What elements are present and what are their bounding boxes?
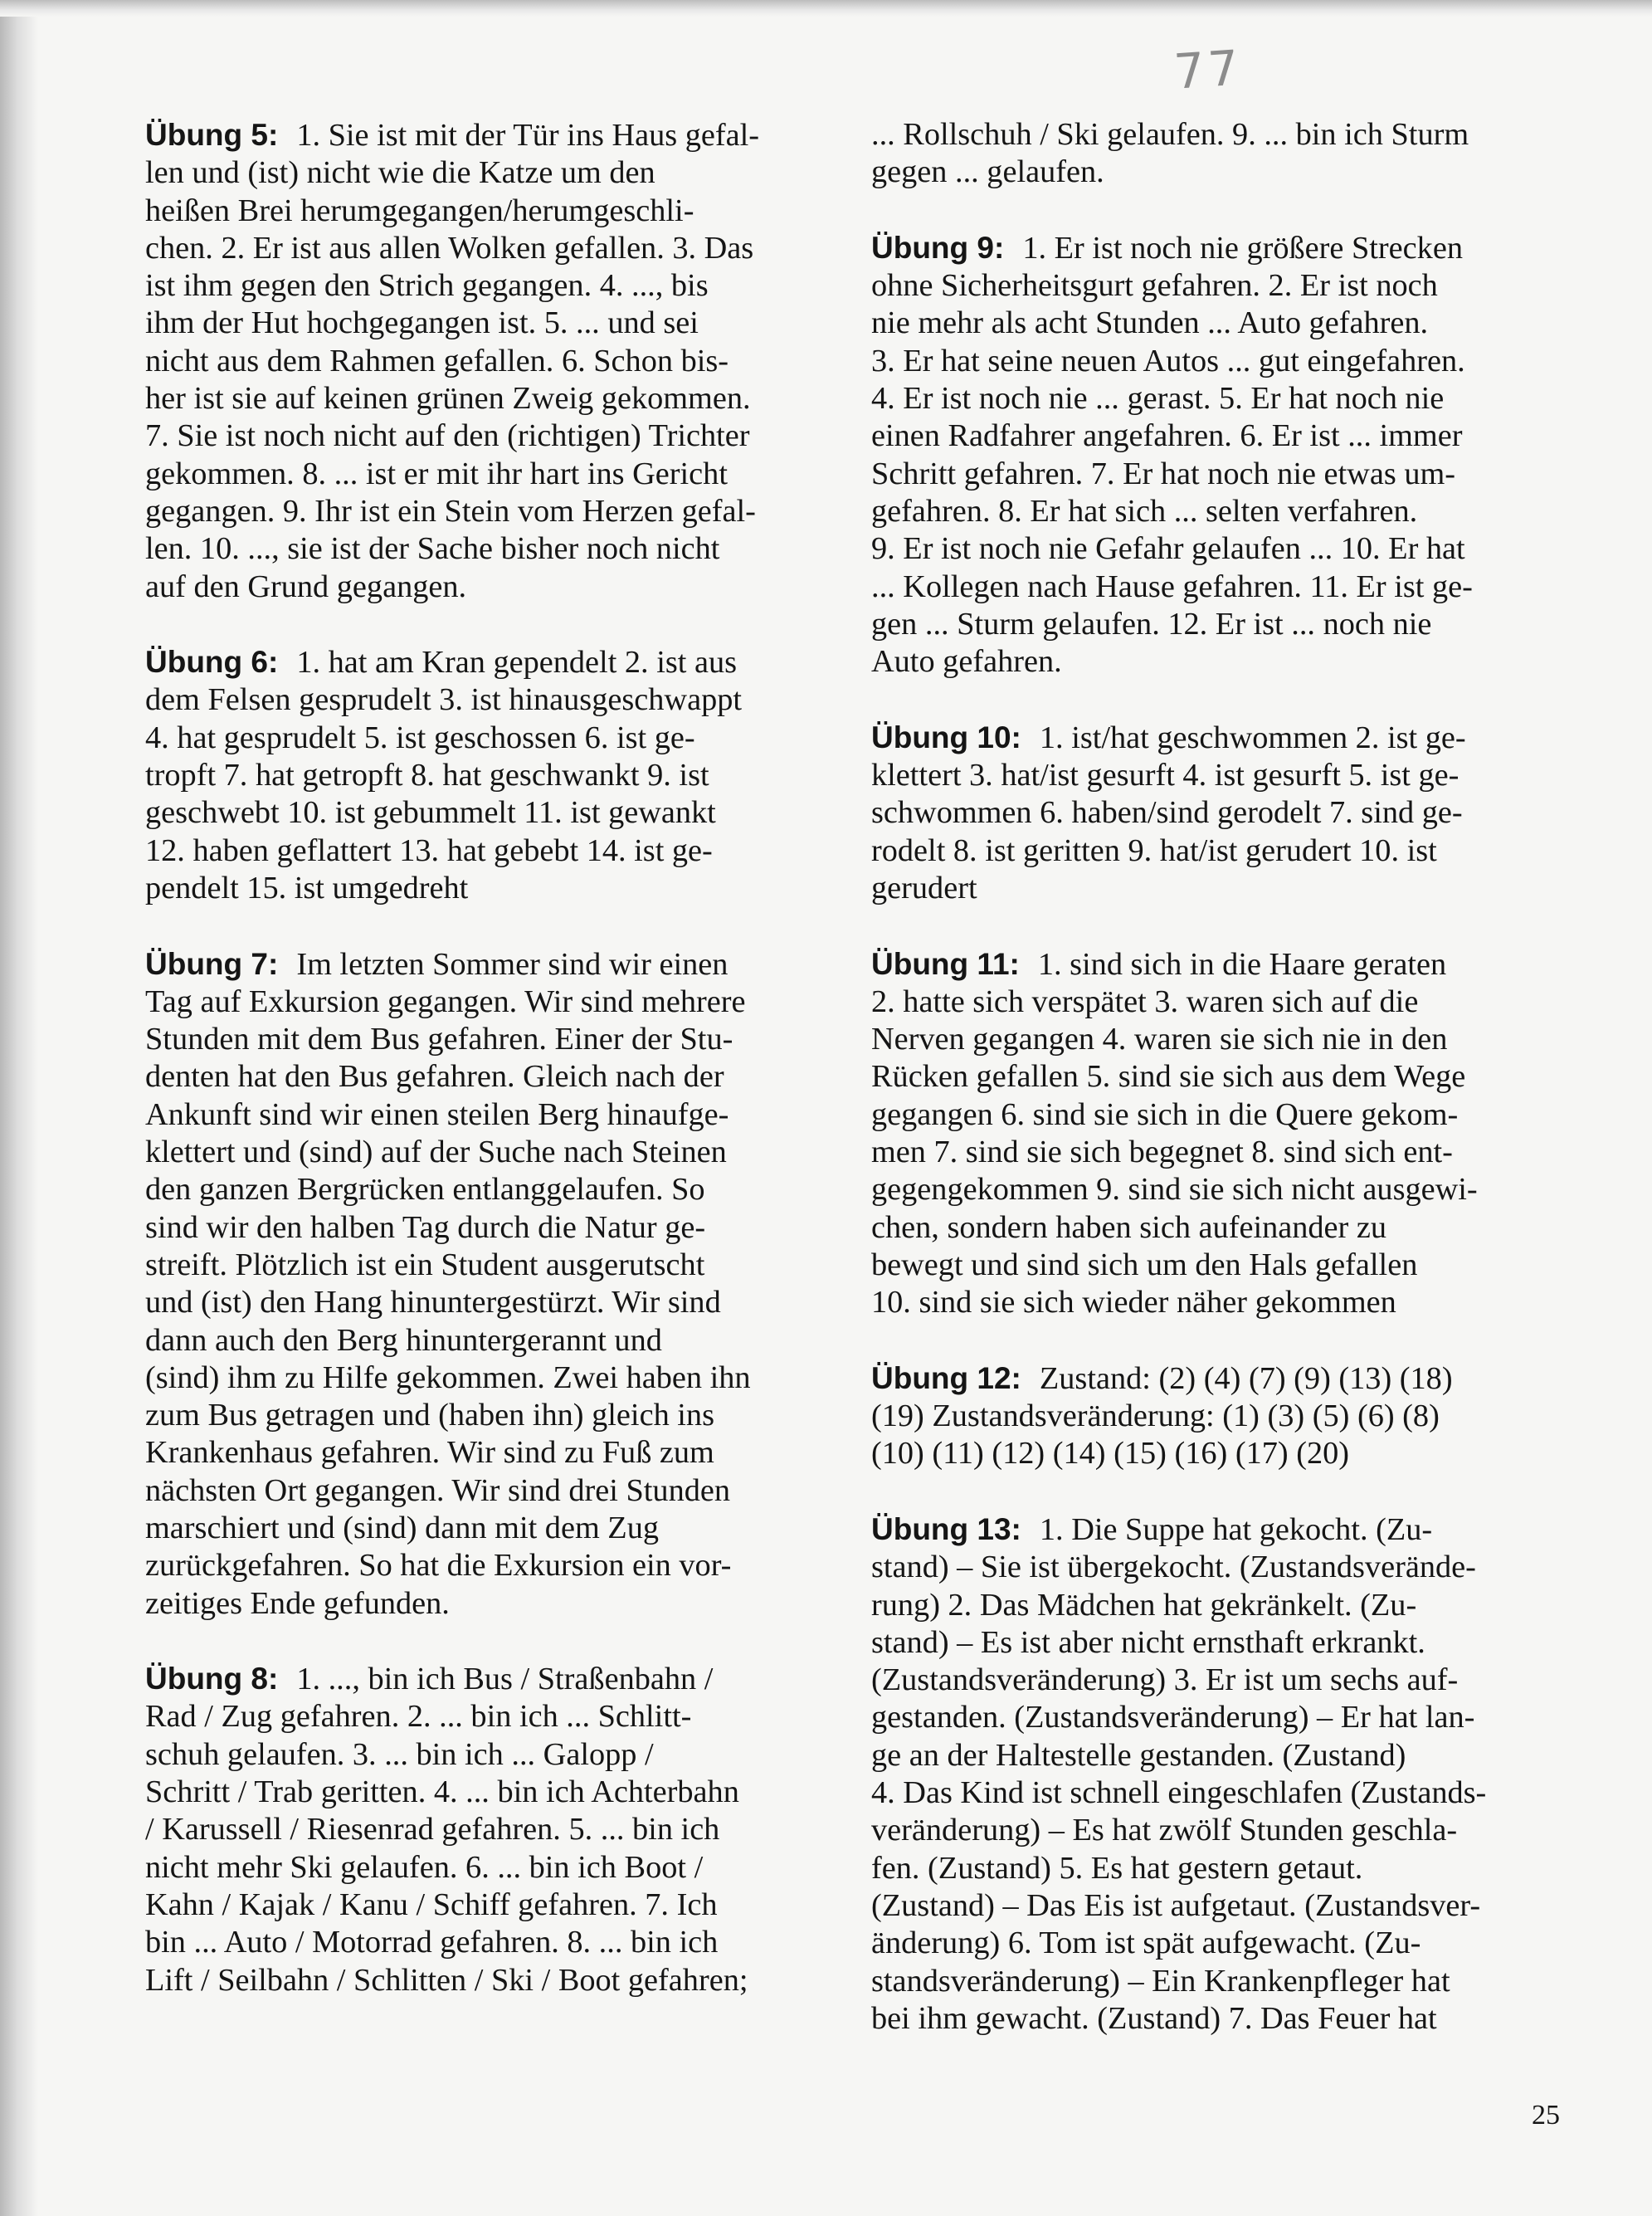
exercise-text: (10) (11) (12) (14) (15) (16) (17) (20) [871, 1436, 1350, 1472]
scan-left-shadow [0, 0, 38, 2216]
text-line [145, 720, 826, 757]
exercise-text: ihm der Hut hochgegangen ist. 5. ... und sei [145, 305, 699, 341]
text-line [145, 1736, 826, 1774]
exercise-text: zum Bus getragen und (haben ihn) gleich ins [145, 1398, 714, 1433]
exercise-text: standsveränderung) – Ein Krankenpfleger hat [871, 1963, 1450, 1999]
exercise-text: marschiert und (sind) dann mit dem Zug [145, 1510, 659, 1545]
exercise-text: bewegt und sind sich um den Hals gefallen [871, 1247, 1418, 1282]
text-line [871, 1812, 1552, 1849]
text-line [145, 984, 826, 1021]
text-line [145, 1811, 826, 1848]
exercise-text: Nerven gegangen 4. waren sie sich nie in den [871, 1022, 1448, 1057]
exercise-text: len und (ist) nicht wie die Katze um den [145, 155, 655, 191]
text-line [871, 456, 1552, 493]
exercise-text: Stunden mit dem Bus gefahren. Einer der Stu- [145, 1022, 733, 1057]
text-line [871, 1511, 1552, 1549]
text-line [145, 1472, 826, 1510]
exercise-text: 1. Die Suppe hat gekocht. (Zu- [1039, 1511, 1433, 1547]
exercise-text: änderung) 6. Tom ist spät aufgewacht. (Zu- [871, 1926, 1421, 1961]
exercise-text: bei ihm gewacht. (Zustand) 7. Das Feuer hat [871, 2000, 1437, 2036]
text-line [145, 1585, 826, 1623]
exercise-text: zeitiges Ende gefunden. [145, 1585, 450, 1621]
exercise-block [871, 229, 1552, 681]
exercise-text: 4. hat gesprudelt 5. ist geschossen 6. ist ge- [145, 720, 695, 755]
text-line [871, 530, 1552, 568]
exercise-text: nicht mehr Ski gelaufen. 6. ... bin ich Boot / [145, 1849, 704, 1885]
text-line [871, 569, 1552, 606]
exercise-text: stand) – Sie ist übergekocht. (Zustandsverände- [871, 1550, 1476, 1585]
text-line [145, 230, 826, 267]
exercise-text: ohne Sicherheitsgurt gefahren. 2. Er ist noch [871, 268, 1438, 304]
text-line [145, 1209, 826, 1247]
exercise-label: Übung 13: [871, 1511, 1021, 1546]
exercise-text: 7. Sie ist noch nicht auf den (richtigen) Trichter [145, 418, 750, 454]
exercise-text: her ist sie auf keinen grünen Zweig gekommen. [145, 381, 751, 417]
text-line [871, 945, 1552, 984]
exercise-text: (sind) ihm zu Hilfe gekommen. Zwei haben ihn [145, 1359, 751, 1395]
exercise-block [871, 1511, 1552, 2038]
text-line [871, 417, 1552, 455]
exercise-text: 12. haben geflattert 13. hat gebebt 14. ist ge- [145, 832, 713, 868]
exercise-label: Übung 8: [145, 1662, 279, 1696]
text-line [871, 1587, 1552, 1624]
exercise-text: (Zustand) – Das Eis ist aufgetaut. (Zustandsver- [871, 1887, 1481, 1923]
exercise-text: heißen Brei herumgegangen/herumgeschli- [145, 193, 694, 228]
text-line [145, 1434, 826, 1472]
exercise-label: Übung 5: [145, 118, 279, 152]
text-line [871, 1850, 1552, 1887]
exercise-text: klettert und (sind) auf der Suche nach Steinen [145, 1135, 727, 1170]
text-line [871, 1699, 1552, 1736]
text-line [871, 832, 1552, 870]
exercise-label: Übung 9: [871, 230, 1005, 265]
text-line [871, 1774, 1552, 1812]
exercise-text: Schritt gefahren. 7. Er hat noch nie etwas um- [871, 456, 1456, 491]
text-line [145, 1849, 826, 1887]
exercise-text: nächsten Ort gegangen. Wir sind drei Stunden [145, 1472, 731, 1508]
text-line [145, 1359, 826, 1397]
text-line [145, 305, 826, 342]
text-line [145, 1096, 826, 1134]
text-line [145, 1247, 826, 1284]
text-line [871, 794, 1552, 832]
text-line [871, 757, 1552, 794]
text-line [871, 1209, 1552, 1247]
text-line [871, 1359, 1552, 1398]
text-line [145, 530, 826, 568]
text-line [145, 1660, 826, 1698]
exercise-text: pendelt 15. ist umgedreht [145, 870, 469, 905]
text-line [145, 1021, 826, 1058]
text-line [871, 1925, 1552, 1962]
exercise-text: Auto gefahren. [871, 644, 1062, 680]
text-line [871, 1963, 1552, 2000]
exercise-text: Rücken gefallen 5. sind sie sich aus dem Wege [871, 1059, 1466, 1095]
exercise-label: Übung 10: [871, 720, 1021, 754]
exercise-text: rodelt 8. ist geritten 9. hat/ist gerudert 10. ist [871, 832, 1437, 868]
text-line [871, 1058, 1552, 1096]
text-line [145, 1510, 826, 1547]
text-line [871, 154, 1552, 191]
exercise-text: 1. sind sich in die Haare geraten [1037, 946, 1447, 982]
text-line [145, 870, 826, 907]
text-line [871, 380, 1552, 417]
text-line [145, 1924, 826, 1961]
text-line [871, 343, 1552, 380]
exercise-text: 4. Das Kind ist schnell eingeschlafen (Zustands- [871, 1775, 1487, 1811]
text-line [871, 719, 1552, 757]
text-line [145, 267, 826, 305]
exercise-text: 4. Er ist noch nie ... gerast. 5. Er hat noch nie [871, 381, 1445, 417]
exercise-text: klettert 3. hat/ist gesurft 4. ist gesurft 5. ist ge- [871, 758, 1460, 793]
exercise-text: und (ist) den Hang hinuntergestürzt. Wir sind [145, 1285, 721, 1320]
text-line [145, 794, 826, 832]
exercise-text: ... Kollegen nach Hause gefahren. 11. Er ist ge- [871, 569, 1473, 604]
exercise-text: gegen ... gelaufen. [871, 154, 1104, 190]
text-line [871, 643, 1552, 681]
exercise-text: streift. Plötzlich ist ein Student ausgerutscht [145, 1247, 705, 1282]
exercise-text: gegengekommen 9. sind sie sich nicht ausgewi- [871, 1172, 1478, 1208]
exercise-text: gestanden. (Zustandsveränderung) – Er hat lan- [871, 1700, 1475, 1735]
exercise-text: fen. (Zustand) 5. Es hat gestern getaut. [871, 1850, 1363, 1886]
exercise-text: dann auch den Berg hinuntergerannt und [145, 1322, 662, 1358]
exercise-text: 3. Er hat seine neuen Autos ... gut eingefahren. [871, 343, 1465, 378]
exercise-text: Tag auf Exkursion gegangen. Wir sind mehrere [145, 984, 746, 1019]
text-line [871, 606, 1552, 643]
text-line [871, 1549, 1552, 1586]
exercise-text: einen Radfahrer angefahren. 6. Er ist ... immer [871, 418, 1463, 454]
text-line [871, 2000, 1552, 2038]
text-line [871, 870, 1552, 907]
text-line [145, 1397, 826, 1434]
exercise-text: 10. sind sie sich wieder näher gekommen [871, 1285, 1396, 1320]
text-line [145, 1962, 826, 1999]
exercise-text: Krankenhaus gefahren. Wir sind zu Fuß zum [145, 1435, 714, 1471]
text-line [145, 945, 826, 984]
exercise-text: auf den Grund gegangen. [145, 569, 467, 604]
exercise-text: Im letzten Sommer sind wir einen [296, 946, 729, 982]
exercise-text: den ganzen Bergrücken entlanggelaufen. So [145, 1172, 705, 1208]
exercise-text: rung) 2. Das Mädchen hat gekränkelt. (Zu- [871, 1587, 1417, 1623]
text-line [871, 1247, 1552, 1284]
text-line [871, 1134, 1552, 1171]
text-line [145, 1322, 826, 1359]
exercise-text: Schritt / Trab geritten. 4. ... bin ich Achterbahn [145, 1774, 739, 1810]
exercise-label: Übung 6: [145, 645, 279, 680]
exercise-label: Übung 11: [871, 946, 1020, 981]
text-line [145, 116, 826, 154]
exercise-text: ... Rollschuh / Ski gelaufen. 9. ... bin ich Sturm [871, 117, 1469, 152]
exercise-text: Rad / Zug gefahren. 2. ... bin ich ... Schlitt- [145, 1699, 692, 1735]
exercise-text: gerudert [871, 870, 977, 905]
exercise-block [145, 116, 826, 606]
text-line [145, 1284, 826, 1321]
exercise-text: / Karussell / Riesenrad gefahren. 5. ... bin ich [145, 1812, 720, 1847]
text-line [145, 1774, 826, 1811]
text-line [145, 643, 826, 681]
exercise-text: men 7. sind sie sich begegnet 8. sind sich ent- [871, 1135, 1453, 1170]
exercise-text: (19) Zustandsveränderung: (1) (3) (5) (6) (8) [871, 1398, 1440, 1434]
text-line [871, 1887, 1552, 1925]
text-line [145, 456, 826, 493]
text-line [145, 1134, 826, 1171]
exercise-text: schuh gelaufen. 3. ... bin ich ... Galopp / [145, 1736, 654, 1772]
text-line [145, 154, 826, 192]
text-line [145, 1547, 826, 1584]
exercise-text: gen ... Sturm gelaufen. 12. Er ist ... noch nie [871, 606, 1432, 642]
exercise-text: ist ihm gegen den Strich gegangen. 4. ..., bis [145, 268, 709, 304]
exercise-text: (Zustandsveränderung) 3. Er ist um sechs auf- [871, 1662, 1459, 1698]
exercise-text: veränderung) – Es hat zwölf Stunden geschla- [871, 1813, 1458, 1848]
text-line [871, 229, 1552, 267]
exercise-text: 1. ..., bin ich Bus / Straßenbahn / [296, 1662, 714, 1697]
exercise-text: tropft 7. hat getropft 8. hat geschwankt 9. ist [145, 758, 709, 793]
exercise-block [871, 945, 1552, 1322]
text-line [871, 1737, 1552, 1774]
exercise-text: nicht aus dem Rahmen gefallen. 6. Schon bis- [145, 343, 729, 378]
exercise-text: 2. hatte sich verspätet 3. waren sich auf die [871, 984, 1419, 1019]
text-line [871, 984, 1552, 1021]
exercise-text: geschwebt 10. ist gebummelt 11. ist gewankt [145, 795, 716, 831]
scan-top-shadow [0, 0, 1652, 17]
text-line [871, 1171, 1552, 1208]
exercise-block [871, 719, 1552, 907]
exercise-label: Übung 7: [145, 946, 279, 981]
exercise-text: denten hat den Bus gefahren. Gleich nach der [145, 1059, 724, 1095]
exercise-text: Kahn / Kajak / Kanu / Schiff gefahren. 7. Ich [145, 1887, 718, 1922]
exercise-text: gekommen. 8. ... ist er mit ihr hart ins Gericht [145, 456, 728, 491]
text-line [145, 380, 826, 417]
exercise-text: nie mehr als acht Stunden ... Auto gefahren. [871, 305, 1429, 341]
exercise-text: gegangen. 9. Ihr ist ein Stein vom Herzen gefal- [145, 493, 756, 529]
text-line [145, 757, 826, 794]
right-text-column [871, 116, 1552, 2075]
text-line [145, 493, 826, 530]
exercise-text: 9. Er ist noch nie Gefahr gelaufen ... 10. Er hat [871, 531, 1465, 567]
left-text-column [145, 116, 826, 2037]
text-line [871, 116, 1552, 154]
text-line [145, 1698, 826, 1735]
exercise-text: 1. hat am Kran gependelt 2. ist aus [296, 645, 738, 681]
handwritten-page-mark: 77 [1172, 39, 1245, 100]
text-line [871, 1021, 1552, 1058]
text-line [145, 417, 826, 455]
page-number: 25 [1532, 2100, 1560, 2131]
exercise-text: sind wir den halben Tag durch die Natur ge- [145, 1209, 706, 1245]
exercise-text: len. 10. ..., sie ist der Sache bisher noch nicht [145, 531, 720, 567]
exercise-text: bin ... Auto / Motorrad gefahren. 8. ... bin ich [145, 1925, 719, 1960]
exercise-text: dem Felsen gesprudelt 3. ist hinausgeschwappt [145, 682, 743, 718]
exercise-block [145, 1660, 826, 1999]
exercise-text: 1. Er ist noch nie größere Strecken [1022, 230, 1463, 266]
text-line [871, 1284, 1552, 1321]
text-line [145, 343, 826, 380]
exercise-text: chen. 2. Er ist aus allen Wolken gefallen. 3. Das [145, 230, 754, 266]
text-line [145, 1058, 826, 1096]
text-line [145, 681, 826, 719]
text-line [871, 305, 1552, 342]
exercise-block [145, 643, 826, 907]
exercise-text: Lift / Seilbahn / Schlitten / Ski / Boot gefahren; [145, 1962, 748, 1998]
exercise-block [871, 1359, 1552, 1473]
exercise-text: gefahren. 8. Er hat sich ... selten verfahren. [871, 493, 1418, 529]
exercise-text: gegangen 6. sind sie sich in die Quere gekom- [871, 1096, 1459, 1132]
exercise-text: 1. Sie ist mit der Tür ins Haus gefal- [296, 118, 760, 153]
exercise-text: schwommen 6. haben/sind gerodelt 7. sind ge- [871, 795, 1463, 831]
text-line [145, 1171, 826, 1208]
text-line [871, 1624, 1552, 1662]
exercise-text: ge an der Haltestelle gestanden. (Zustand) [871, 1737, 1406, 1773]
exercise-text: Ankunft sind wir einen steilen Berg hinaufge- [145, 1096, 729, 1132]
exercise-label: Übung 12: [871, 1360, 1021, 1395]
text-line [871, 267, 1552, 305]
text-line [145, 193, 826, 230]
text-line [871, 1096, 1552, 1134]
text-line [871, 1435, 1552, 1472]
exercise-text: Zustand: (2) (4) (7) (9) (13) (18) [1039, 1360, 1453, 1396]
exercise-block [871, 116, 1552, 192]
exercise-text: stand) – Es ist aber nicht ernsthaft erkrankt. [871, 1624, 1425, 1660]
text-line [871, 1398, 1552, 1435]
exercise-text: zurückgefahren. So hat die Exkursion ein vor- [145, 1548, 732, 1584]
exercise-text: chen, sondern haben sich aufeinander zu [871, 1209, 1386, 1245]
exercise-block [145, 945, 826, 1623]
text-line [871, 1662, 1552, 1699]
text-line [145, 1887, 826, 1924]
text-line [145, 569, 826, 606]
text-line [871, 493, 1552, 530]
exercise-text: 1. ist/hat geschwommen 2. ist ge- [1039, 720, 1466, 755]
text-line [145, 832, 826, 870]
